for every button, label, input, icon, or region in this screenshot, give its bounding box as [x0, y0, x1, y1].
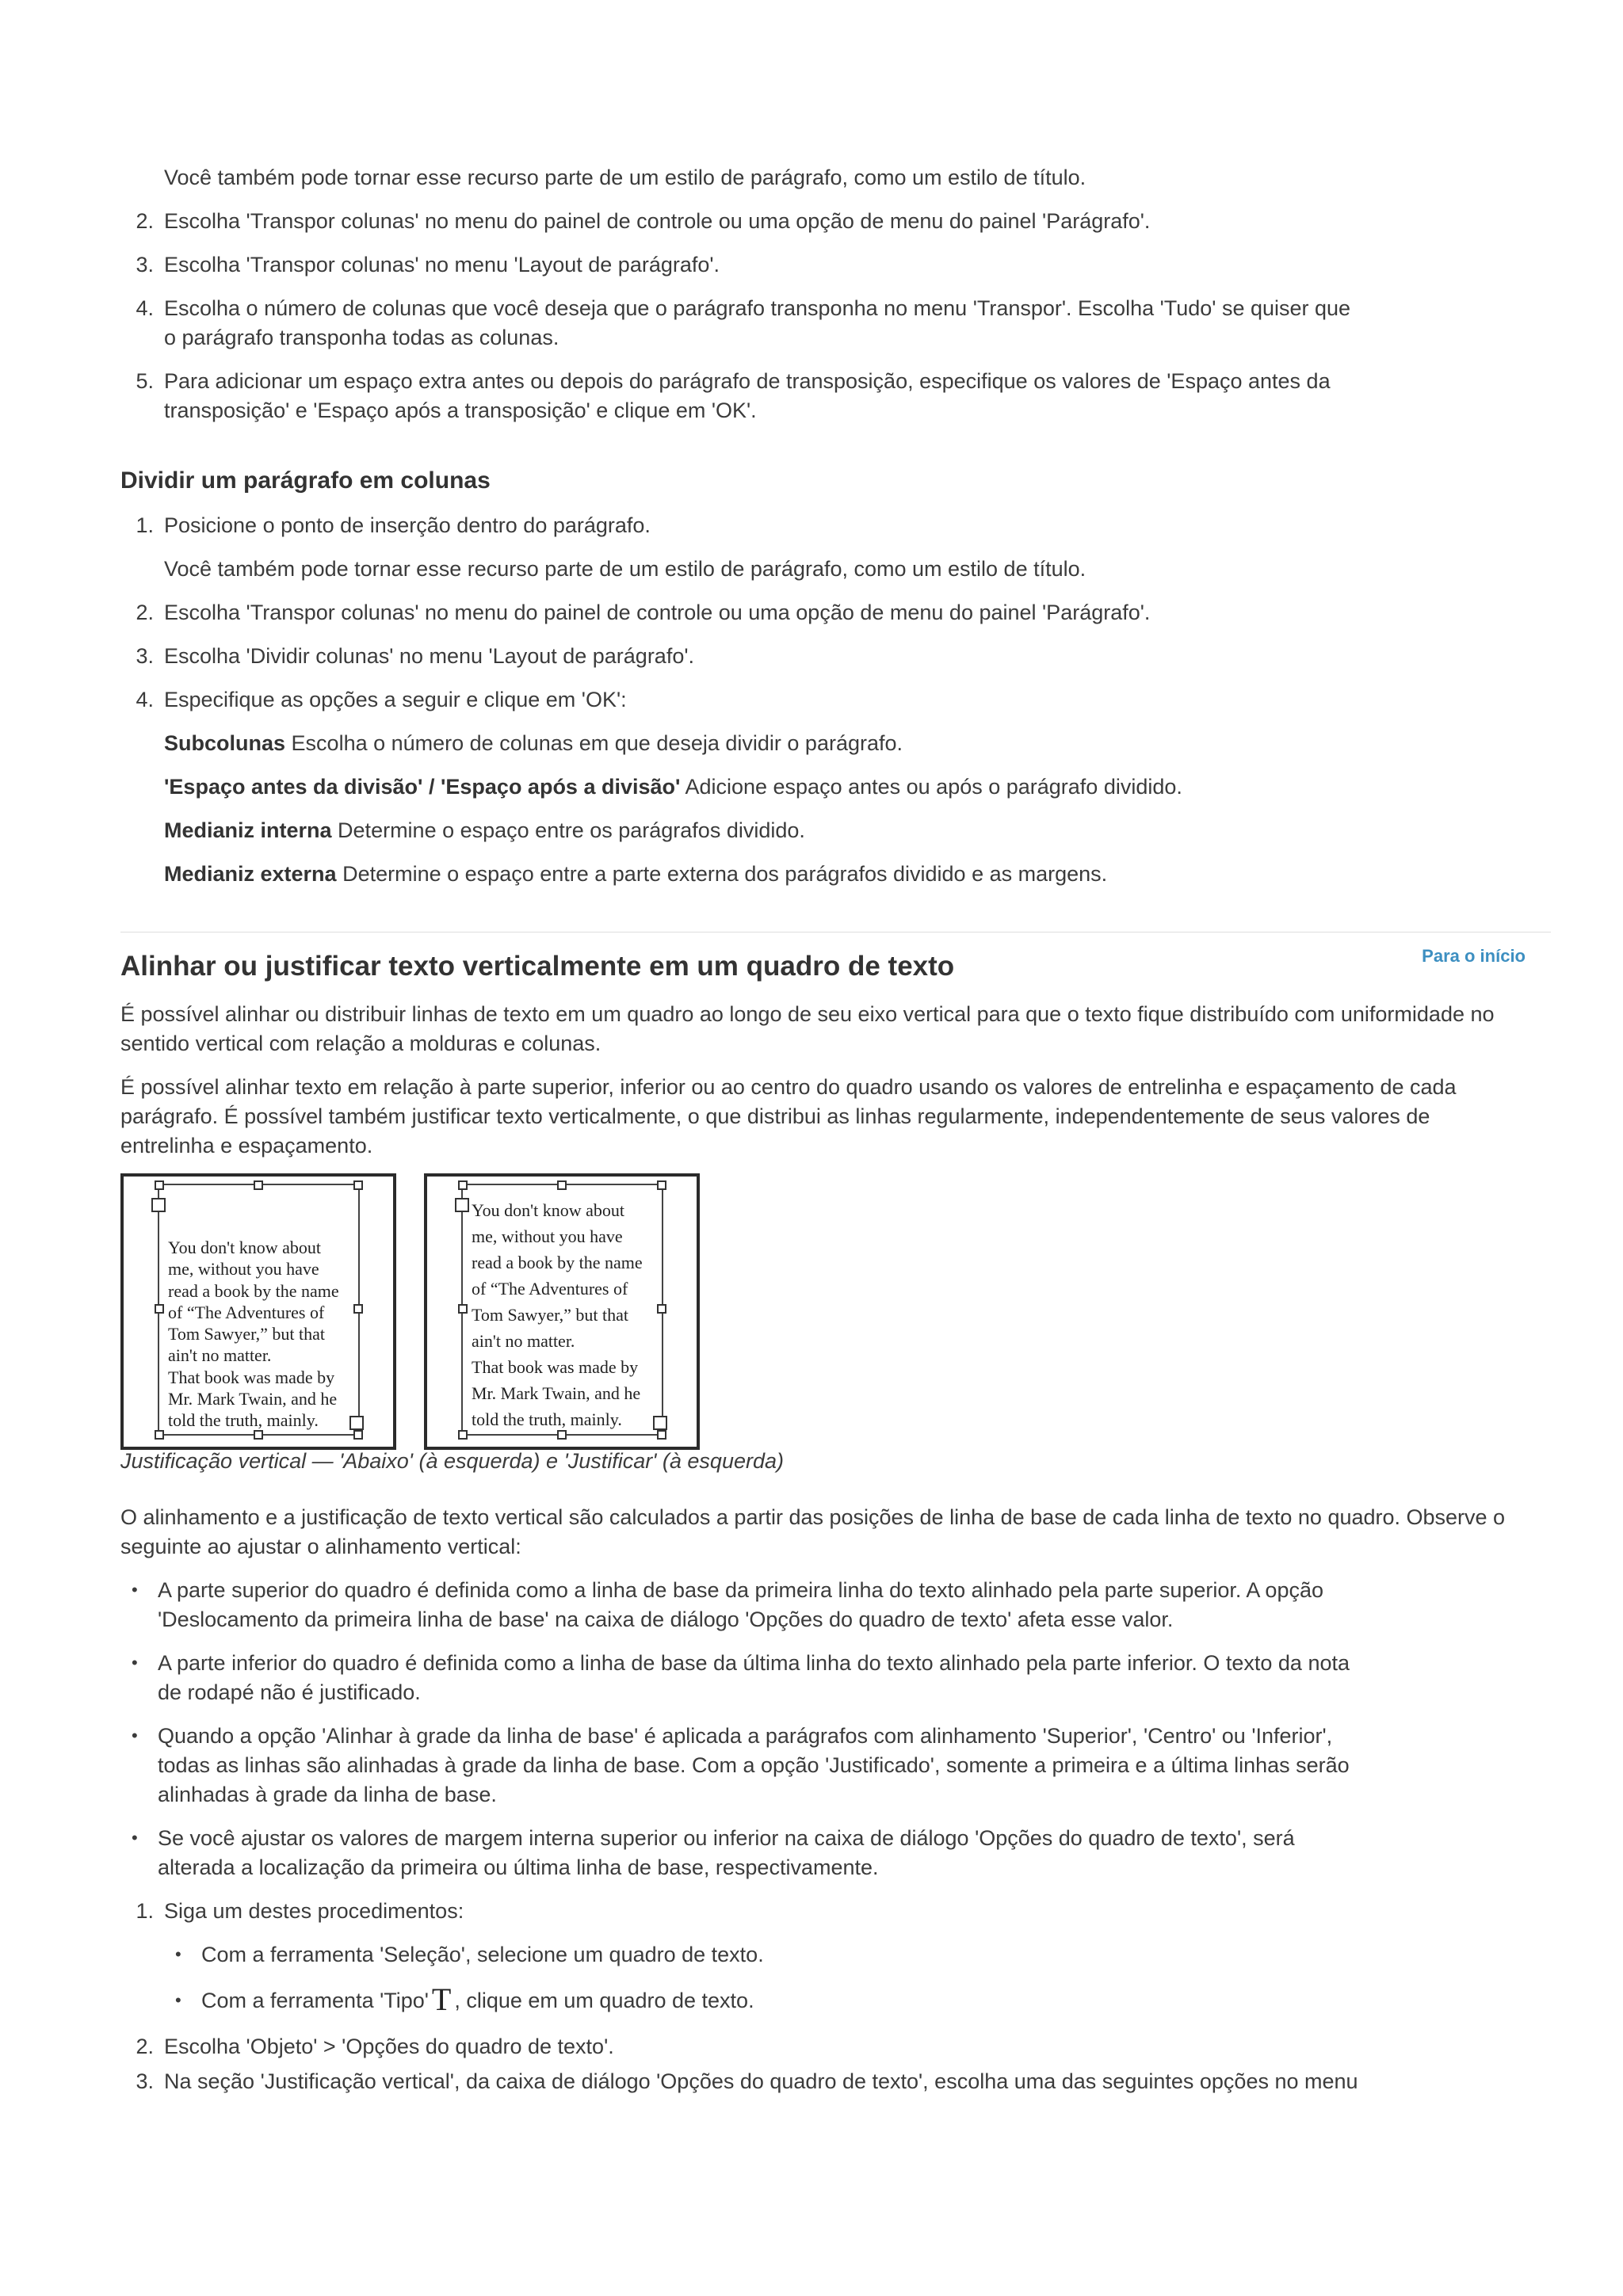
sub-bullet-item: • Com a ferramenta 'Tipo' T , clique em um quadro de texto.: [175, 1981, 754, 2017]
note-text: Você também pode tornar esse recurso parte de um estilo de parágrafo, como um estilo de título.: [164, 166, 1086, 189]
list-item: 1. Siga um destes procedimentos:: [136, 1899, 464, 1923]
section-heading: Dividir um parágrafo em colunas: [120, 467, 491, 494]
section-heading: Alinhar ou justificar texto verticalmente em um quadro de texto: [120, 951, 955, 982]
list-item: 2. Escolha 'Transpor colunas' no menu do painel de controle ou uma opção de menu do painel 'Parágrafo'.: [136, 209, 1151, 233]
list-item: 4. Especifique as opções a seguir e clique em 'OK':: [136, 688, 627, 711]
option-definition: Medianiz interna Determine o espaço entre os parágrafos dividido.: [164, 818, 805, 842]
list-item: 1. Posicione o ponto de inserção dentro do parágrafo.: [136, 513, 651, 537]
list-item: 4. Escolha o número de colunas que você deseja que o parágrafo transponha no menu 'Transpor'. Escolha 'Tudo' se quiser que o parágrafo transponha todas as colunas.: [136, 296, 1351, 349]
paragraph: O alinhamento e a justificação de texto vertical são calculados a partir das posições de linha de base de cada linha de texto no quadro. Observe o seguinte ao ajustar o alinhamento vertical:: [120, 1505, 1506, 1558]
bullet-item: • Se você ajustar os valores de margem interna superior ou inferior na caixa de diálogo 'Opções do quadro de texto', será alterada a localização da primeira ou última linha de base, respectivamente.: [132, 1826, 1295, 1879]
bullet-item: • A parte superior do quadro é definida como a linha de base da primeira linha do texto alinhado pela parte superior. A opção 'Deslocamento da primeira linha de base' na caixa de diálogo 'Opções do quadro de texto' afeta esse valor.: [132, 1578, 1323, 1631]
option-definition: Subcolunas Escolha o número de colunas em que deseja dividir o parágrafo.: [164, 731, 903, 755]
option-definition: 'Espaço antes da divisão' / 'Espaço após a divisão' Adicione espaço antes ou após o parágrafo dividido.: [164, 775, 1182, 799]
list-item: 3. Escolha 'Transpor colunas' no menu 'Layout de parágrafo'.: [136, 253, 720, 277]
figure-frame-bottom-aligned: [120, 1173, 396, 1450]
bullet-item: • A parte inferior do quadro é definida como a linha de base da última linha do texto alinhado pela parte inferior. O texto da nota de rodapé não é justificado.: [132, 1651, 1350, 1704]
figure-caption: Justificação vertical — 'Abaixo' (à esquerda) e 'Justificar' (à esquerda): [120, 1449, 784, 1473]
figure-frame-justified: [424, 1173, 700, 1450]
type-tool-icon: T: [431, 1981, 452, 2017]
back-to-top-link[interactable]: Para o início: [1422, 946, 1526, 966]
section-divider: [120, 932, 1551, 933]
paragraph: É possível alinhar ou distribuir linhas de texto em um quadro ao longo de seu eixo vertical para que o texto fique distribuído com uniformidade no sentido vertical com relação a molduras e colunas.: [120, 1002, 1495, 1055]
list-item: 3. Escolha 'Dividir colunas' no menu 'Layout de parágrafo'.: [136, 644, 695, 668]
list-item: 5. Para adicionar um espaço extra antes ou depois do parágrafo de transposição, especifique os valores de 'Espaço antes da transposição' e 'Espaço após a transposição' e clique em 'OK'.: [136, 369, 1331, 422]
list-item: 2. Escolha 'Transpor colunas' no menu do painel de controle ou uma opção de menu do painel 'Parágrafo'.: [136, 601, 1151, 624]
figure-text: You don't know about me, without you have read a book by the name of “The Adventures of Tom Sawyer,” but that ain't no matter. That book was made by Mr. Mark Twain, and he told the truth, mainly.: [168, 1238, 339, 1431]
option-definition: Medianiz externa Determine o espaço entre a parte externa dos parágrafos dividido e as margens.: [164, 862, 1108, 886]
list-item: 3. Na seção 'Justificação vertical', da caixa de diálogo 'Opções do quadro de texto', escolha uma das seguintes opções no menu: [136, 2069, 1358, 2093]
list-item: 2. Escolha 'Objeto' > 'Opções do quadro de texto'.: [136, 2035, 614, 2058]
paragraph: É possível alinhar texto em relação à parte superior, inferior ou ao centro do quadro usando os valores de entrelinha e espaçamento de cada parágrafo. É possível também justificar texto verticalmente, o que distribui as linhas regularmente, independentemente de seus valores de entrelinha e espaçamento.: [120, 1075, 1457, 1158]
note-text: Você também pode tornar esse recurso parte de um estilo de parágrafo, como um estilo de título.: [164, 557, 1086, 581]
sub-bullet-item: • Com a ferramenta 'Seleção', selecione um quadro de texto.: [175, 1943, 764, 1966]
figure-text: You don't know about me, without you have read a book by the name of “The Adventures of Tom Sawyer,” but that ain't no matter. That book was made by Mr. Mark Twain, and he told the truth, mainly.: [472, 1200, 643, 1429]
bullet-item: • Quando a opção 'Alinhar à grade da linha de base' é aplicada a parágrafos com alinhamento 'Superior', 'Centro' ou 'Inferior', todas as linhas são alinhadas à grade da linha de base. Com a opção 'Justificado', somente a primeira e a última linhas serão alinhadas à grade da linha de base.: [132, 1724, 1350, 1806]
